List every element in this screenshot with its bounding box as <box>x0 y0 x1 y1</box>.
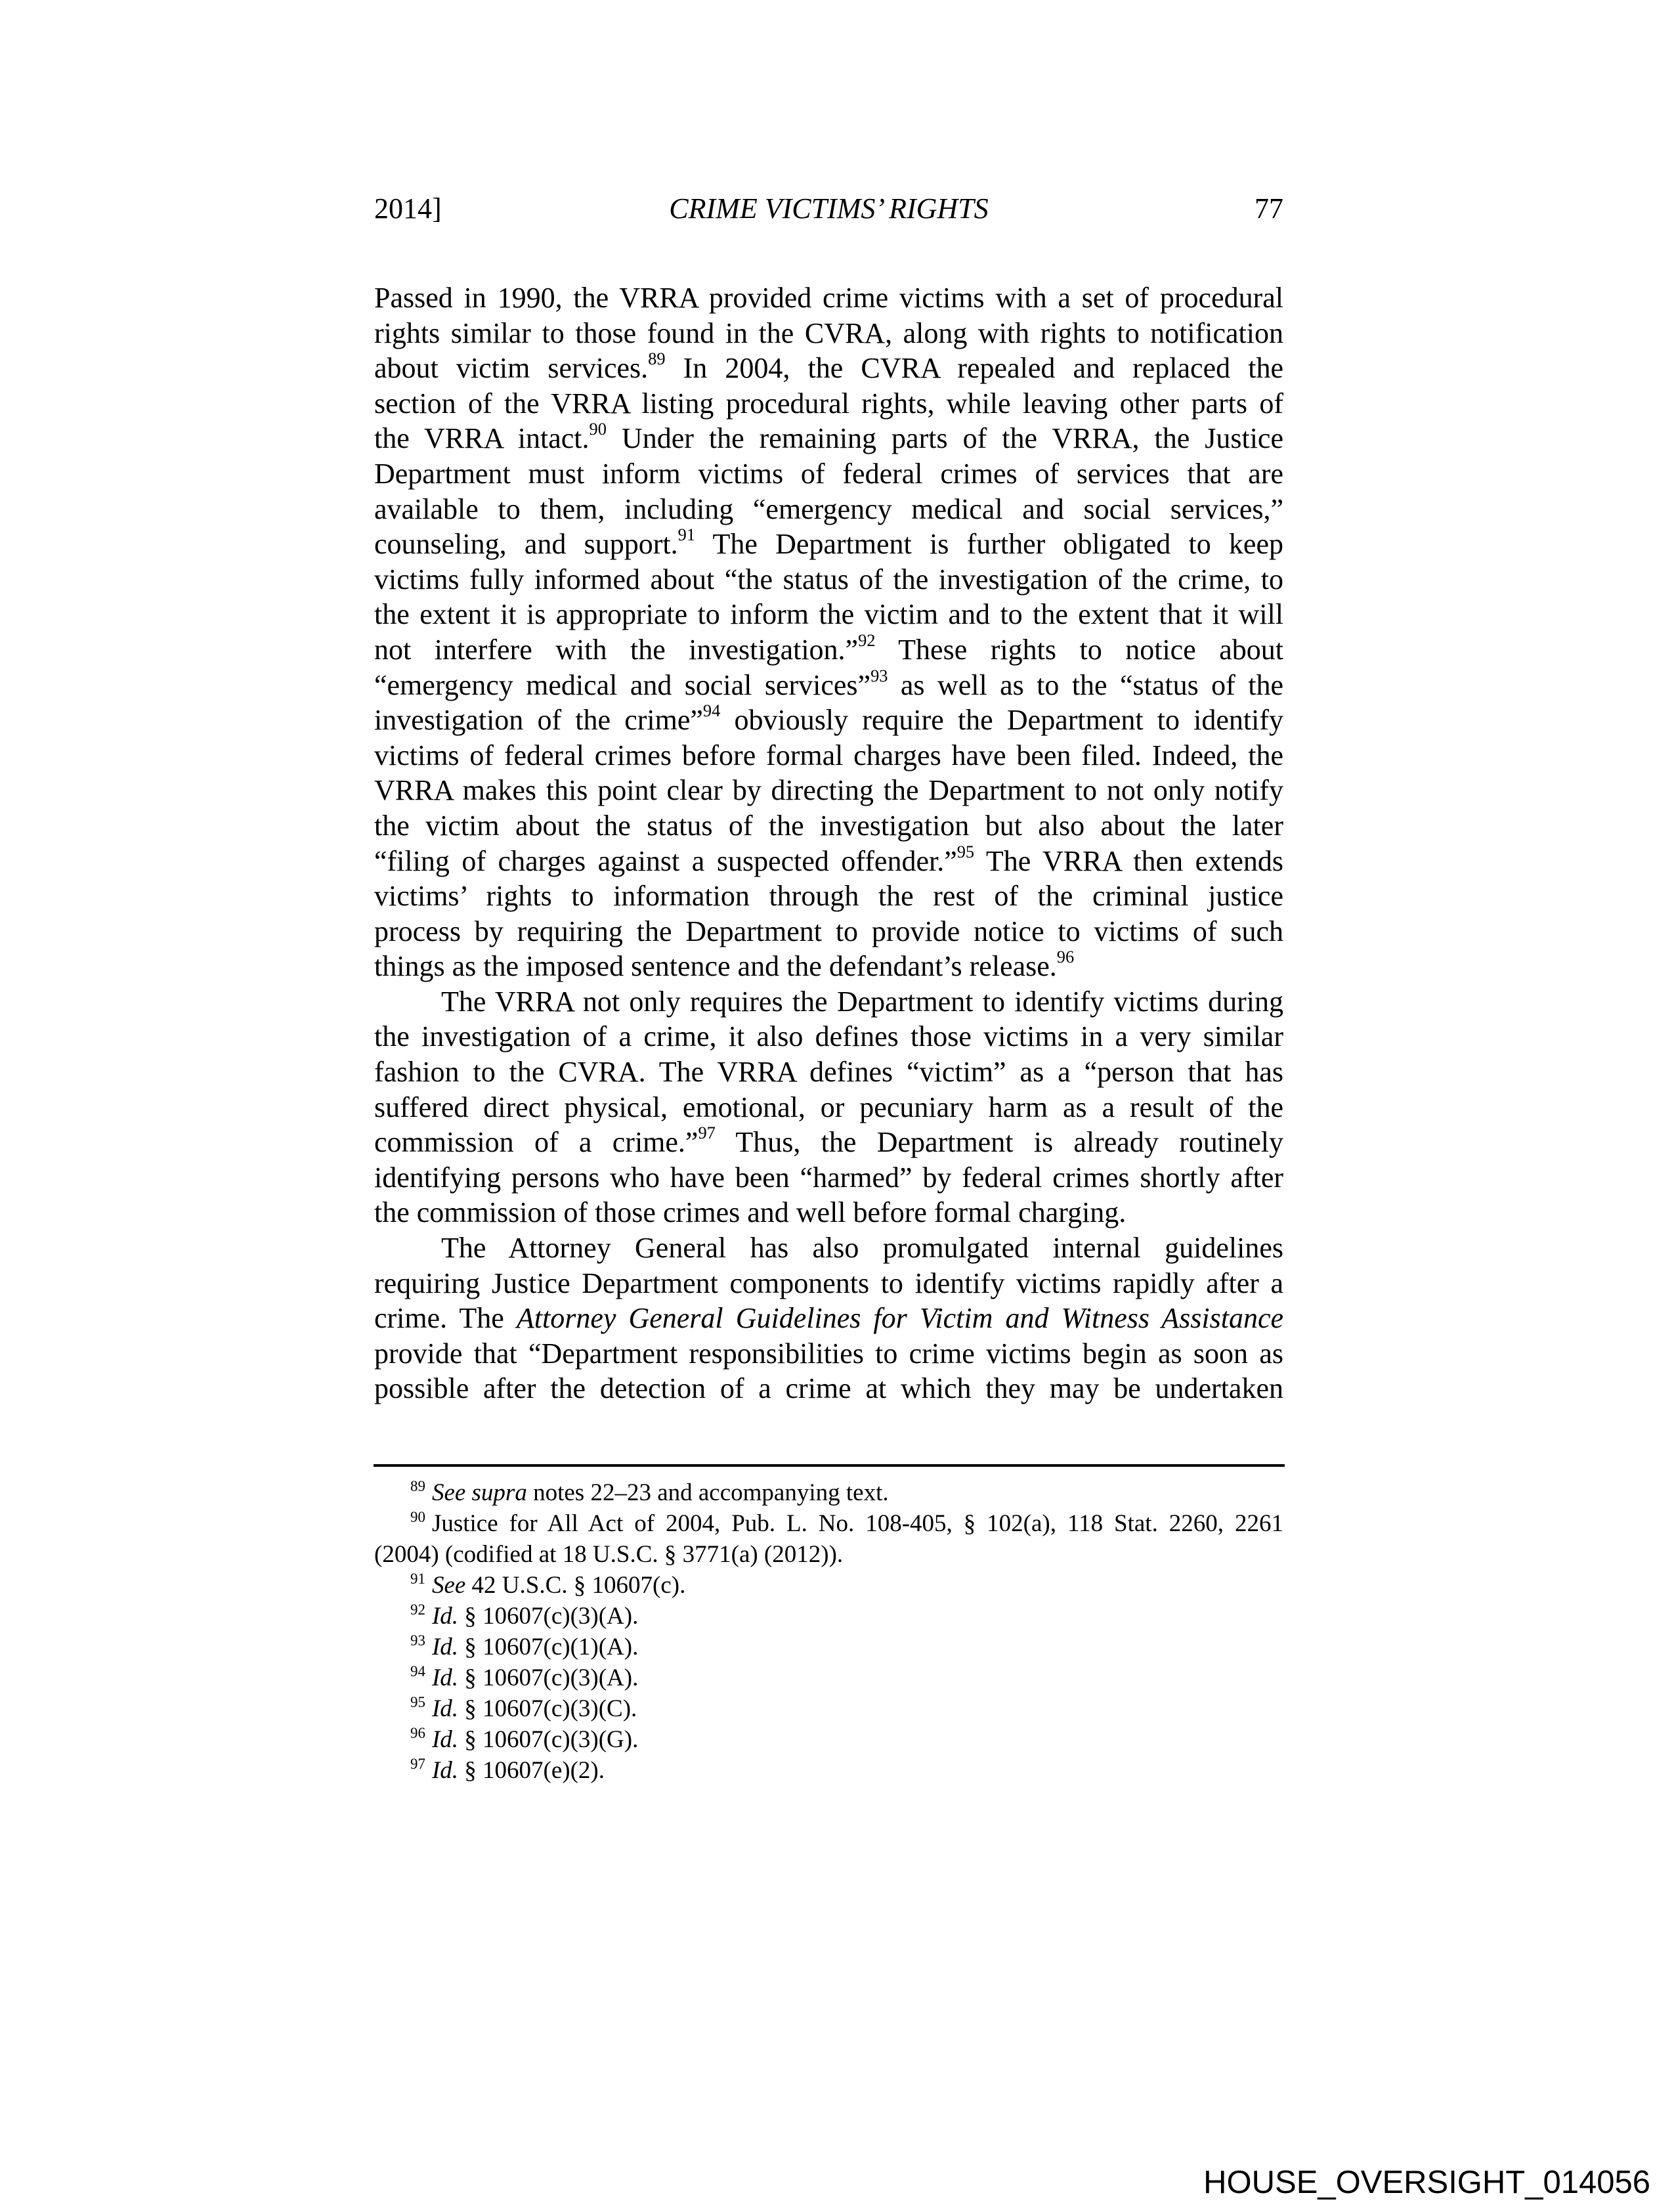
text-line <box>374 492 1283 527</box>
footnote-number: 89 <box>410 1478 425 1495</box>
text-run: crime. The <box>374 1302 517 1335</box>
footnote-reference[interactable]: 94 <box>702 701 721 721</box>
footnotes <box>374 1477 1283 1786</box>
text-run: requiring Justice Department components to identify victims rapidly after a <box>374 1267 1283 1299</box>
text-line <box>374 527 1283 562</box>
text-run: § 10607(c)(3)(A). <box>458 1664 639 1691</box>
text-line <box>374 1195 1283 1230</box>
text-run: (2004) (codified at 18 U.S.C. § 3771(a) (2012)). <box>374 1541 844 1568</box>
text-run: Justice for All Act of 2004, Pub. L. No. 108-405, § 102(a), 118 Stat. 2260, 2261 <box>431 1510 1283 1537</box>
text-line <box>374 773 1283 808</box>
text-line <box>374 280 1283 316</box>
text-line <box>374 984 1283 1020</box>
footnote-reference[interactable]: 92 <box>858 630 876 651</box>
text-run: § 10607(c)(3)(A). <box>458 1603 639 1630</box>
text-run: commission of a crime.” <box>374 1126 698 1159</box>
footnote <box>374 1662 1283 1693</box>
text-line <box>374 1230 1283 1266</box>
page-number: 77 <box>1255 192 1283 225</box>
text-run: rights similar to those found in the CVRA, along with rights to notification <box>374 316 1283 349</box>
footnote-reference[interactable]: 97 <box>698 1123 716 1143</box>
text-line <box>374 1090 1283 1125</box>
text-line <box>374 1054 1283 1090</box>
footnote <box>374 1632 1283 1662</box>
text-line <box>374 1336 1283 1372</box>
text-run: The Department is further obligated to keep <box>695 528 1283 561</box>
text-line <box>374 1125 1283 1160</box>
text-line <box>374 841 1283 879</box>
text-run: investigation of the crime” <box>374 704 703 737</box>
text-run: as well as to the “status of the <box>888 668 1283 701</box>
footnote <box>374 1601 1283 1632</box>
text-run: the commission of those crimes and well before formal charging. <box>374 1196 1127 1229</box>
text-line <box>374 632 1283 668</box>
footnote-number: 95 <box>410 1694 425 1711</box>
footnote-number: 91 <box>410 1571 425 1588</box>
text-line <box>374 1301 1283 1336</box>
italic-text: See supra <box>431 1479 527 1506</box>
text-run: available to them, including “emergency medical and social services,” <box>374 492 1283 525</box>
text-run: 42 U.S.C. § 10607(c). <box>465 1572 686 1599</box>
text-run: Passed in 1990, the VRRA provided crime victims with a set of procedural <box>374 282 1283 314</box>
text-run: victims of federal crimes before formal charges have been filed. Indeed, the <box>374 739 1283 771</box>
text-line <box>374 1019 1283 1054</box>
footnote <box>374 1477 1283 1508</box>
text-run: provide that “Department responsibilities to crime victims begin as soon as <box>374 1337 1283 1370</box>
text-run: Department must inform victims of federal crimes of services that are <box>374 457 1283 490</box>
footnote <box>374 1570 1283 1601</box>
header-year: 2014] <box>374 192 442 225</box>
text-run: the victim about the status of the investigation but also about the later <box>374 809 1283 842</box>
italic-text: Attorney General Guidelines for Victim and Witness Assistance <box>516 1302 1283 1335</box>
text-run: “emergency medical and social services” <box>374 668 871 701</box>
italic-text: Id. <box>431 1726 459 1753</box>
footnote-reference[interactable]: 95 <box>956 841 975 861</box>
footnote <box>374 1693 1283 1724</box>
italic-text: Id. <box>431 1634 459 1660</box>
text-run: possible after the detection of a crime at which they may be undertaken <box>374 1372 1283 1405</box>
text-run: process by requiring the Department to provide notice to victims of such <box>374 915 1283 947</box>
text-line <box>374 562 1283 597</box>
running-header <box>374 191 1283 227</box>
text-run: § 10607(c)(1)(A). <box>458 1634 639 1660</box>
text-run: not interfere with the investigation.” <box>374 633 859 666</box>
text-line <box>374 386 1283 422</box>
text-run: fashion to the CVRA. The VRRA defines “victim” as a “person that has <box>374 1056 1283 1089</box>
text-run: Under the remaining parts of the VRRA, the Justice <box>606 422 1283 455</box>
italic-text: See <box>431 1572 466 1599</box>
text-line <box>374 597 1283 632</box>
footnote-number: 94 <box>410 1663 425 1680</box>
text-run: VRRA makes this point clear by directing the Department to not only notify <box>374 774 1283 807</box>
footnote <box>374 1755 1283 1786</box>
italic-text: Id. <box>431 1695 459 1722</box>
text-line <box>374 703 1283 738</box>
text-run: victims fully informed about “the status of the investigation of the crime, to <box>374 563 1283 596</box>
footnote-reference[interactable]: 91 <box>677 525 696 545</box>
text-line <box>374 1371 1283 1406</box>
text-run: things as the imposed sentence and the defendant’s release. <box>374 950 1057 983</box>
footnote-reference[interactable]: 93 <box>870 665 888 685</box>
italic-text: Id. <box>431 1664 459 1691</box>
footnote-number: 96 <box>410 1725 425 1742</box>
text-run: The VRRA then extends <box>974 844 1283 877</box>
footnote-number: 90 <box>410 1509 425 1526</box>
text-line <box>374 914 1283 949</box>
footnote-reference[interactable]: 89 <box>648 349 666 369</box>
header-title: CRIME VICTIMS’ RIGHTS <box>669 192 989 225</box>
footnote <box>374 1508 1283 1539</box>
text-line <box>374 316 1283 351</box>
text-line <box>374 1160 1283 1196</box>
text-line <box>374 808 1283 844</box>
body-text <box>374 280 1283 1406</box>
text-run: suffered direct physical, emotional, or pecuniary harm as a result of the <box>374 1091 1283 1123</box>
text-run: the investigation of a crime, it also defines those victims in a very similar <box>374 1020 1283 1053</box>
text-run: counseling, and support. <box>374 528 678 561</box>
text-run: The Attorney General has also promulgated internal guidelines <box>441 1232 1283 1265</box>
text-line <box>374 351 1283 386</box>
text-run: obviously require the Department to identify <box>720 704 1283 737</box>
footnote-divider <box>374 1464 1285 1467</box>
text-run: “filing of charges against a suspected offender.” <box>374 844 957 877</box>
text-run: These rights to notice about <box>875 633 1283 666</box>
footnote <box>374 1724 1283 1755</box>
text-line <box>374 456 1283 492</box>
text-run: § 10607(c)(3)(C). <box>458 1695 637 1722</box>
bates-stamp: HOUSE_OVERSIGHT_014056 <box>1203 2165 1650 2200</box>
text-line <box>374 878 1283 914</box>
footnote-reference[interactable]: 90 <box>589 419 607 439</box>
text-run: Thus, the Department is already routinely <box>715 1126 1283 1159</box>
footnote-number: 92 <box>410 1601 425 1618</box>
text-run: section of the VRRA listing procedural rights, while leaving other parts of <box>374 387 1283 420</box>
text-run: In 2004, the CVRA repealed and replaced the <box>665 352 1283 385</box>
text-run: victims’ rights to information through the rest of the criminal justice <box>374 880 1283 913</box>
text-run: the extent it is appropriate to inform the victim and to the extent that it will <box>374 598 1283 631</box>
footnote-number: 93 <box>410 1632 425 1649</box>
text-run: The VRRA not only requires the Department to identify victims during <box>441 985 1283 1018</box>
footnote-reference[interactable]: 96 <box>1056 947 1075 967</box>
text-run: § 10607(c)(3)(G). <box>458 1726 639 1753</box>
italic-text: Id. <box>431 1757 459 1784</box>
text-line <box>374 421 1283 456</box>
text-line <box>374 949 1283 984</box>
text-run: notes 22–23 and accompanying text. <box>526 1479 889 1506</box>
footnote-number: 97 <box>410 1756 425 1773</box>
text-run: § 10607(e)(2). <box>458 1757 605 1784</box>
text-run: about victim services. <box>374 352 649 385</box>
text-line <box>374 665 1283 703</box>
text-run: identifying persons who have been “harmed” by federal crimes shortly after <box>374 1161 1283 1194</box>
text-line <box>374 1266 1283 1301</box>
text-line <box>374 738 1283 773</box>
footnote <box>374 1539 1283 1570</box>
text-run: the VRRA intact. <box>374 422 590 455</box>
italic-text: Id. <box>431 1603 459 1630</box>
